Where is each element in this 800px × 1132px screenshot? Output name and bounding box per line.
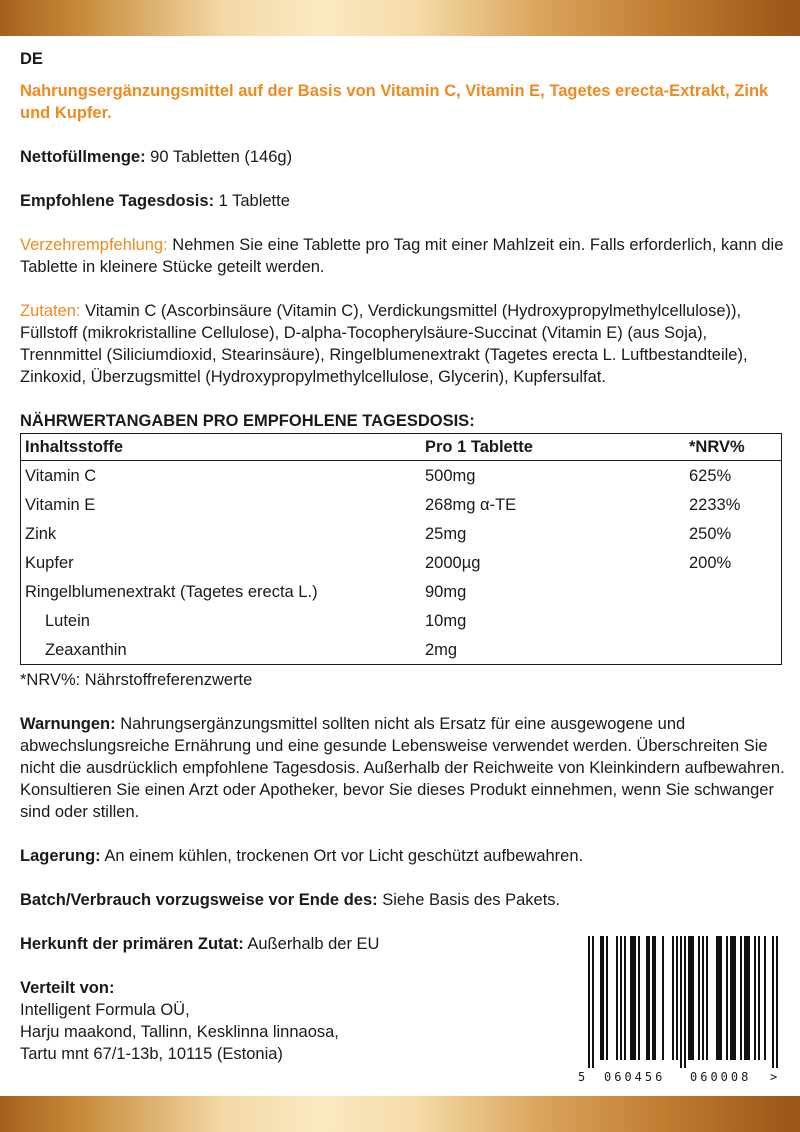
barcode-bar <box>638 936 640 1060</box>
barcode-bar <box>692 936 694 1060</box>
barcode-bar <box>592 936 594 1068</box>
table-row <box>21 519 782 548</box>
barcode-bar <box>620 936 622 1060</box>
table-row <box>21 606 782 635</box>
table-row <box>21 635 782 665</box>
storage <box>20 845 785 867</box>
batch-value: Siehe Basis des Pakets. <box>377 891 561 909</box>
row-amount: 500mg <box>425 466 476 485</box>
barcode-bar <box>672 936 674 1060</box>
distributor-line: Tartu mnt 67/1-13b, 10115 (Estonia) <box>20 1045 283 1063</box>
table-row <box>21 461 782 491</box>
barcode-bar <box>654 936 656 1060</box>
ingredients-value: Vitamin C (Ascorbinsäure (Vitamin C), Verdickungsmittel (Hydroxypropylmethylcellulose)), Füllstoff (mikrokristalline Cellulose), D-alpha-Tocopherylsäure-Succinat (Vitamin E) (aus Soja), Trennmittel (Siliciumdioxid, Stearinsäure), Ringelblumenextrakt (Tagetes erecta L. Luftbestandteile), Zinkoxid, Überzugsmittel (Hydroxypropylmethylcellulose, Glycerin), Kupfersulfat. <box>20 302 748 386</box>
warnings-label: Warnungen: <box>20 715 116 733</box>
warnings-value: Nahrungsergänzungsmittel sollten nicht als Ersatz für eine ausgewogene und abwechslungsreiche Ernährung und eine gesunde Lebensweise verwendet werden. Überschreiten Sie nicht die ausdrücklich empfohlene Tagesdosis. Außerhalb der Reichweite von Kleinkindern aufbewahren. Konsultieren Sie einen Arzt oder Apotheker, bevor Sie dieses Produkt einnehmen, wenn Sie schwanger sind oder stillen. <box>20 715 785 821</box>
header-nrv: *NRV% <box>685 434 782 461</box>
barcode-bar <box>680 936 682 1068</box>
row-nrv <box>685 635 782 665</box>
barcode-bar <box>734 936 736 1060</box>
barcode <box>578 936 780 1086</box>
barcode-bar <box>600 936 602 1060</box>
barcode-marker: > <box>770 1070 778 1084</box>
barcode-bar <box>740 936 742 1060</box>
barcode-bar <box>588 936 590 1068</box>
barcode-bar <box>630 936 632 1060</box>
barcode-bar <box>602 936 604 1060</box>
bottom-decorative-band <box>0 1096 800 1132</box>
barcode-bar <box>718 936 720 1060</box>
barcode-bar <box>616 936 618 1060</box>
row-amount: 2mg <box>425 640 458 659</box>
header-per-tablet: Pro 1 Tablette <box>421 434 685 461</box>
header-ingredient: Inhaltsstoffe <box>21 434 422 461</box>
storage-label: Lagerung: <box>20 847 101 865</box>
label-content <box>20 48 785 1065</box>
barcode-bar <box>732 936 734 1060</box>
barcode-right-digits: 060008 <box>690 1070 752 1084</box>
nrv-footnote: *NRV%: Nährstoffreferenzwerte <box>20 671 253 689</box>
row-ingredient: Vitamin C <box>25 466 97 485</box>
barcode-bar <box>648 936 650 1060</box>
barcode-bar <box>772 936 774 1068</box>
row-amount: 10mg <box>425 611 467 630</box>
language-code: DE <box>20 50 43 68</box>
barcode-bar <box>706 936 708 1060</box>
top-decorative-band <box>0 0 800 36</box>
daily-dose-label: Empfohlene Tagesdosis: <box>20 192 215 210</box>
ingredients-label: Zutaten: <box>20 302 81 320</box>
table-row <box>21 548 782 577</box>
barcode-bar <box>730 936 732 1060</box>
barcode-bar <box>632 936 634 1060</box>
net-quantity-value: 90 Tabletten (146g) <box>145 148 293 166</box>
row-nrv <box>685 606 782 635</box>
usage-value: Nehmen Sie eine Tablette pro Tag mit einer Mahlzeit ein. Falls erforderlich, kann die Tablette in kleinere Stücke geteilt werden. <box>20 236 784 276</box>
table-row <box>21 490 782 519</box>
row-nrv: 625% <box>689 466 732 485</box>
warnings <box>20 713 785 823</box>
barcode-bar <box>720 936 722 1060</box>
usage-label: Verzehrempfehlung: <box>20 236 168 254</box>
net-quantity-label: Nettofüllmenge: <box>20 148 146 166</box>
barcode-bar <box>726 936 728 1060</box>
origin-label: Herkunft der primären Zutat: <box>20 935 244 953</box>
origin-value: Außerhalb der EU <box>243 935 380 953</box>
row-amount: 2000µg <box>425 553 481 572</box>
batch-info <box>20 889 785 911</box>
row-amount: 90mg <box>425 582 467 601</box>
barcode-left-digits: 060456 <box>604 1070 666 1084</box>
daily-dose <box>20 190 785 212</box>
distributor-label: Verteilt von: <box>20 979 115 997</box>
row-amount: 25mg <box>425 524 467 543</box>
barcode-bar <box>684 936 686 1068</box>
barcode-bar <box>662 936 664 1060</box>
barcode-bar <box>646 936 648 1060</box>
barcode-bar <box>690 936 692 1060</box>
storage-value: An einem kühlen, trockenen Ort vor Licht geschützt aufbewahren. <box>100 847 584 865</box>
table-row <box>21 577 782 606</box>
row-nrv: 2233% <box>689 495 741 514</box>
barcode-bar <box>748 936 750 1060</box>
barcode-bars <box>578 936 780 1068</box>
nutrition-header-row <box>21 434 782 461</box>
barcode-bar <box>606 936 608 1060</box>
barcode-bar <box>716 936 718 1060</box>
distributor-line: Intelligent Formula OÜ, <box>20 1001 190 1019</box>
barcode-bar <box>764 936 766 1060</box>
barcode-bar <box>746 936 748 1060</box>
nutrition-table <box>20 433 782 665</box>
ingredients <box>20 300 785 388</box>
barcode-bar <box>754 936 756 1060</box>
daily-dose-value: 1 Tablette <box>214 192 290 210</box>
barcode-bar <box>702 936 704 1060</box>
barcode-bar <box>688 936 690 1060</box>
barcode-bar <box>652 936 654 1060</box>
nutrition-title: NÄHRWERTANGABEN PRO EMPFOHLENE TAGESDOSIS: <box>20 412 475 430</box>
row-nrv <box>685 577 782 606</box>
barcode-bar <box>698 936 700 1060</box>
row-amount: 268mg α-TE <box>425 495 517 514</box>
usage-recommendation <box>20 234 785 278</box>
row-ingredient: Zeaxanthin <box>45 640 127 659</box>
row-ingredient: Kupfer <box>25 553 74 572</box>
row-ingredient: Lutein <box>45 611 90 630</box>
batch-label: Batch/Verbrauch vorzugsweise vor Ende des: <box>20 891 378 909</box>
row-ingredient: Vitamin E <box>25 495 96 514</box>
barcode-bar <box>634 936 636 1060</box>
barcode-bar <box>676 936 678 1060</box>
row-nrv: 200% <box>689 553 732 572</box>
net-quantity <box>20 146 785 168</box>
row-nrv: 250% <box>689 524 732 543</box>
barcode-first-digit: 5 <box>578 1070 586 1084</box>
row-ingredient: Ringelblumenextrakt (Tagetes erecta L.) <box>25 582 318 601</box>
barcode-bar <box>758 936 760 1060</box>
barcode-bar <box>744 936 746 1060</box>
barcode-bar <box>776 936 778 1068</box>
product-description: Nahrungsergänzungsmittel auf der Basis von Vitamin C, Vitamin E, Tagetes erecta-Extrakt, Zink und Kupfer. <box>20 82 769 122</box>
distributor-line: Harju maakond, Tallinn, Kesklinna linnaosa, <box>20 1023 339 1041</box>
barcode-digits <box>578 1066 780 1082</box>
row-ingredient: Zink <box>25 524 57 543</box>
barcode-bar <box>624 936 626 1060</box>
